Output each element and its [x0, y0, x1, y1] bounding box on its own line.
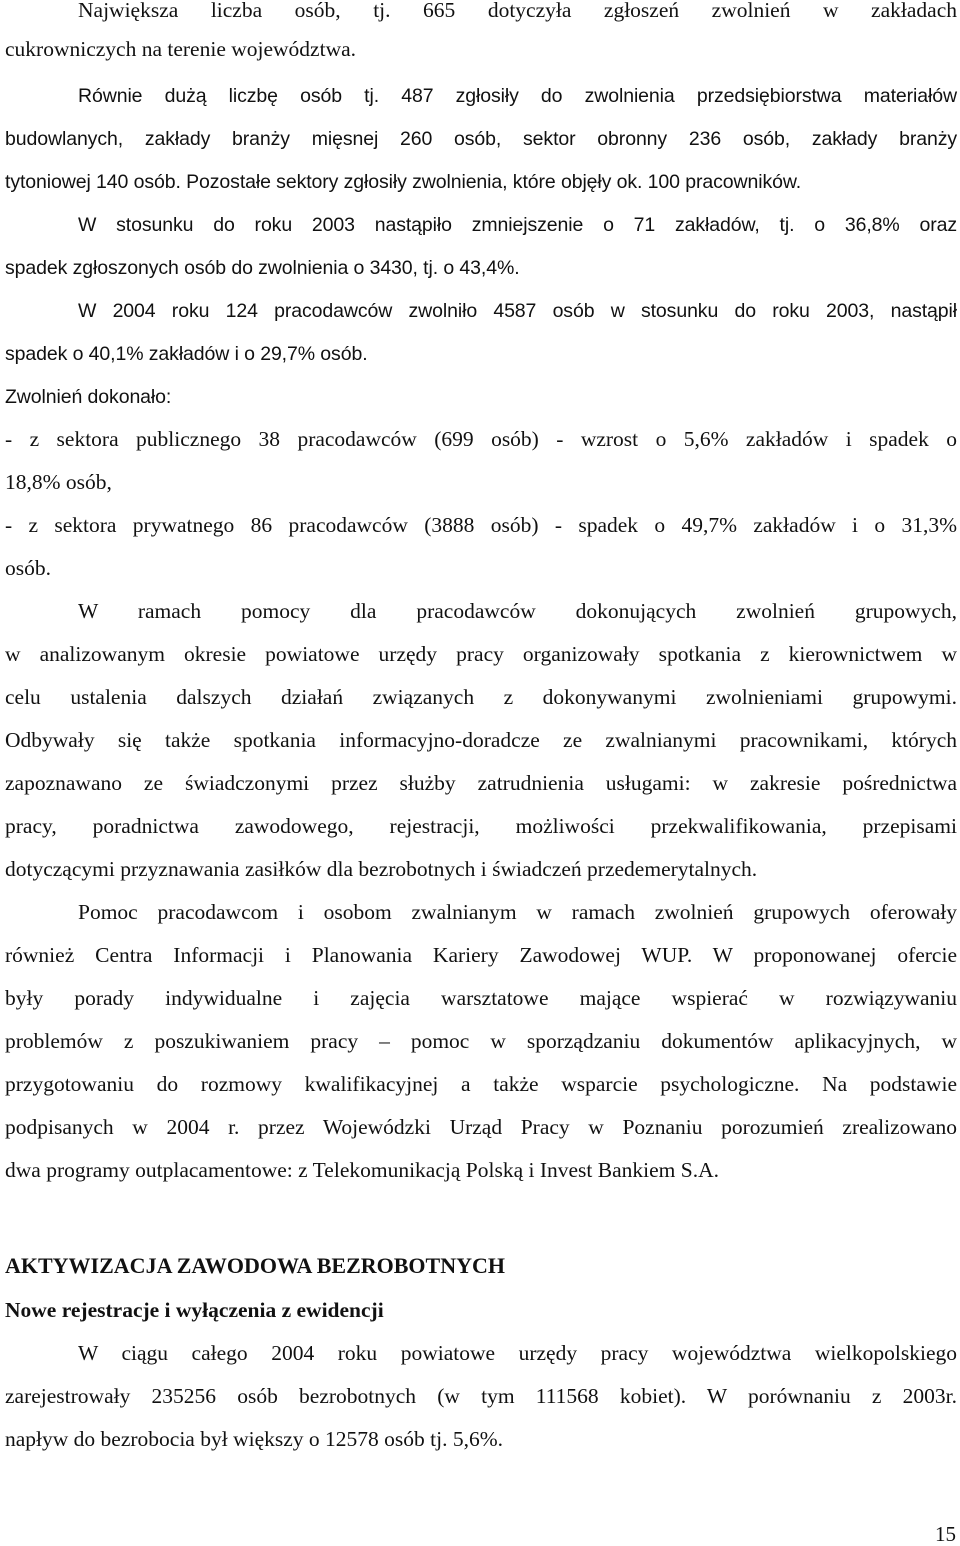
text-line: celu ustalenia dalszych działań związanych z dokonywanymi zwolnieniami grupowymi.: [5, 685, 957, 709]
text-line: dotyczącymi przyznawania zasiłków dla bezrobotnych i świadczeń przedemerytalnych.: [5, 857, 758, 881]
text-line: podpisanych w 2004 r. przez Wojewódzki Urząd Pracy w Poznaniu porozumień zrealizowano: [5, 1115, 957, 1139]
text-line: osób.: [5, 556, 51, 580]
text-line: problemów z poszukiwaniem pracy – pomoc w sporządzaniu dokumentów aplikacyjnych, w: [5, 1029, 957, 1053]
text-line: Największa liczba osób, tj. 665 dotyczyła zgłoszeń zwolnień w zakładach: [78, 0, 957, 22]
text-line: W stosunku do roku 2003 nastąpiło zmniejszenie o 71 zakładów, tj. o 36,8% oraz: [78, 214, 957, 236]
text-span: Pozostałe sektory zgłosiły zwolnienia, które objęły ok. 100 pracowników.: [186, 171, 802, 193]
text-span: tytoniowej 140 osób.: [5, 171, 181, 193]
text-line: pracy, poradnictwa zawodowego, rejestracji, możliwości przekwalifikowania, przepisami: [5, 814, 957, 838]
text-line: cukrowniczych na terenie województwa.: [5, 37, 357, 61]
text-line: W 2004 roku 124 pracodawców zwolniło 4587 osób w stosunku do roku 2003, nastąpił: [78, 300, 957, 322]
page-number: 15: [935, 1522, 956, 1546]
text-line: W ramach pomocy dla pracodawców dokonujących zwolnień grupowych,: [78, 599, 957, 623]
text-line: - z sektora publicznego 38 pracodawców (699 osób) - wzrost o 5,6% zakładów i spadek o: [5, 427, 957, 451]
text-line: 18,8% osób,: [5, 470, 112, 494]
text-line: Pomoc pracodawcom i osobom zwalnianym w ramach zwolnień grupowych oferowały: [78, 900, 957, 924]
subsection-heading: Nowe rejestracje i wyłączenia z ewidencji: [5, 1298, 384, 1322]
text-line: - z sektora prywatnego 86 pracodawców (3888 osób) - spadek o 49,7% zakładów i o 31,3%: [5, 513, 957, 537]
text-line: dwa programy outplacamentowe: z Telekomunikacją Polską i Invest Bankiem S.A.: [5, 1158, 719, 1182]
text-line: Równie dużą liczbę osób tj. 487 zgłosiły do zwolnienia przedsiębiorstwa materiałów: [78, 85, 957, 107]
text-line: budowlanych, zakłady branży mięsnej 260 osób, sektor obronny 236 osób, zakłady branży: [5, 128, 957, 150]
text-line: Odbywały się także spotkania informacyjno-doradcze ze zwalnianymi pracownikami, których: [5, 728, 957, 752]
section-heading: AKTYWIZACJA ZAWODOWA BEZROBOTNYCH: [5, 1253, 505, 1278]
text-line: [5, 168, 801, 196]
text-line: również Centra Informacji i Planowania Kariery Zawodowej WUP. W proponowanej ofercie: [5, 943, 957, 967]
text-line: przygotowaniu do rozmowy kwalifikacyjnej a także wsparcie psychologiczne. Na podstawie: [5, 1072, 957, 1096]
text-line: spadek o 40,1% zakładów i o 29,7% osób.: [5, 343, 368, 365]
text-line: zapoznawano ze świadczonymi przez służby zatrudnienia usługami: w zakresie pośrednictwa: [5, 771, 957, 795]
text-line: w analizowanym okresie powiatowe urzędy pracy organizowały spotkania z kierownictwem w: [5, 642, 957, 666]
text-line: Zwolnień dokonało:: [5, 386, 172, 408]
text-line: napływ do bezrobocia był większy o 12578 osób tj. 5,6%.: [5, 1427, 503, 1451]
text-line: spadek zgłoszonych osób do zwolnienia o 3430, tj. o 43,4%.: [5, 257, 520, 279]
text-line: W ciągu całego 2004 roku powiatowe urzędy pracy województwa wielkopolskiego: [78, 1341, 957, 1365]
text-line: były porady indywidualne i zajęcia warsztatowe mające wspierać w rozwiązywaniu: [5, 986, 957, 1010]
text-line: zarejestrowały 235256 osób bezrobotnych (w tym 111568 kobiet). W porównaniu z 2003r.: [5, 1384, 957, 1408]
